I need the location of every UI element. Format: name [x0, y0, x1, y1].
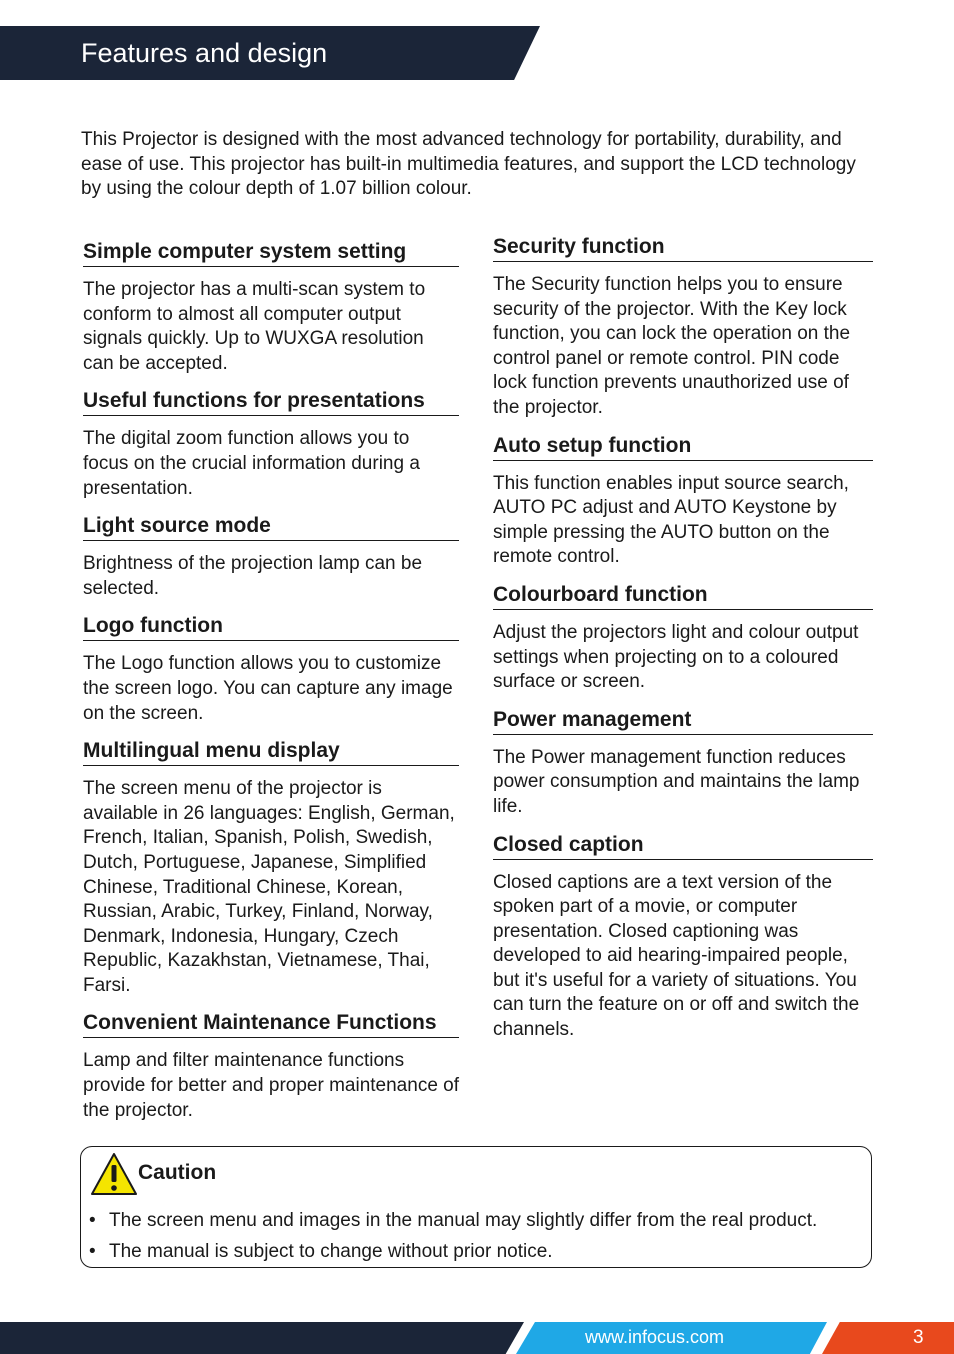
body-text-1: are a text version of the spoken part of a movie, or computer presentation. — [493, 871, 833, 942]
section-security — [493, 233, 873, 421]
section-title: Light source mode — [83, 512, 459, 541]
section-closed-caption — [493, 831, 873, 1043]
page-number: 3 — [913, 1327, 924, 1348]
section-light-source — [83, 512, 459, 601]
section-body: The Power management function reduces power consumption and maintains the lamp life. — [493, 746, 860, 817]
section-body: The screen menu of the projector is available in 26 languages: English, German, French, Italian, Spanish, Polish, Swedish, Dutch, Portuguese, Japanese, Simplified Chinese, Traditional Chinese, Korean, Russian, Arabic, Turkey, Finland, Norway, Denmark, Indonesia, Hungary, Czech Republic, Kazakhstan, Vietnamese, Thai, Farsi. — [83, 778, 455, 996]
right-column — [493, 233, 873, 1054]
left-column — [83, 238, 459, 1134]
footer-page-band — [822, 1322, 954, 1354]
section-body: The projector has a multi-scan system to conform to almost all computer output signals quickly. Up to WUXGA resolution can be accepted. — [83, 279, 426, 374]
caution-box — [80, 1146, 872, 1268]
section-title: Security function — [493, 233, 873, 262]
section-multilingual — [83, 737, 459, 998]
section-body: Adjust the projectors light and colour output settings when projecting on to a coloured surface or screen. — [493, 621, 859, 693]
section-title: Closed caption — [493, 831, 873, 860]
section-title: Power management — [493, 706, 873, 735]
bullet: • — [89, 1241, 96, 1262]
section-simple-setting — [83, 238, 459, 376]
body-text-2: was developed to aid hearing-impaired people, but it's useful for a variety of situations. You can turn the feature on or off and switch the channels. — [493, 920, 860, 1041]
section-body — [493, 871, 873, 1043]
section-body: Lamp and filter maintenance functions provide for better and proper maintenance of the projector. — [83, 1050, 460, 1121]
bullet: • — [89, 1210, 96, 1231]
caution-item-text: The manual is subject to change without prior notice. — [109, 1241, 553, 1262]
caution-item-text: The screen menu and images in the manual may slightly differ from the real product. — [109, 1210, 818, 1231]
section-logo — [83, 612, 459, 726]
page-title: Features and design — [81, 38, 328, 68]
section-title: Convenient Maintenance Functions — [83, 1009, 459, 1038]
section-body: The Security function helps you to ensure security of the projector. With the Key lock function, you can lock the operation on the control panel or remote control. PIN code lock function prevents unauthorized use of the projector. — [493, 274, 851, 418]
term-closed-captions: Closed captions — [493, 871, 629, 893]
warning-icon — [90, 1152, 138, 1196]
website-link[interactable]: www.infocus.com — [585, 1327, 725, 1347]
caution-title: Caution — [138, 1161, 217, 1184]
section-maintenance — [83, 1009, 459, 1123]
section-body: The Logo function allows you to customize the screen logo. You can capture any image on the screen. — [83, 653, 453, 724]
footer-dark-band — [0, 1322, 524, 1354]
term-closed-captioning: Closed captioning — [608, 920, 760, 942]
section-auto-setup — [493, 432, 873, 570]
list-item — [89, 1205, 817, 1236]
section-colourboard — [493, 581, 873, 695]
section-body: This function enables input source search, AUTO PC adjust and AUTO Keystone by simple pressing the AUTO button on the remote control. — [493, 472, 849, 568]
section-presentations — [83, 387, 459, 501]
section-body: Brightness of the projection lamp can be selected. — [83, 553, 423, 599]
caution-list — [89, 1205, 817, 1267]
section-title: Useful functions for presentations — [83, 387, 459, 416]
section-power — [493, 706, 873, 820]
intro-paragraph: This Projector is designed with the most advanced technology for portability, durability, and ease of use. This projector has built-in multimedia features, and support the LCD technology by using the colour depth of 1.07 billion colour. — [81, 129, 856, 199]
list-item — [89, 1236, 817, 1267]
section-body: The digital zoom function allows you to focus on the crucial information during a presentation. — [83, 428, 420, 499]
section-title: Logo function — [83, 612, 459, 641]
section-title: Colourboard function — [493, 581, 873, 610]
section-title: Multilingual menu display — [83, 737, 459, 766]
section-title: Simple computer system setting — [83, 238, 459, 267]
section-title: Auto setup function — [493, 432, 873, 461]
